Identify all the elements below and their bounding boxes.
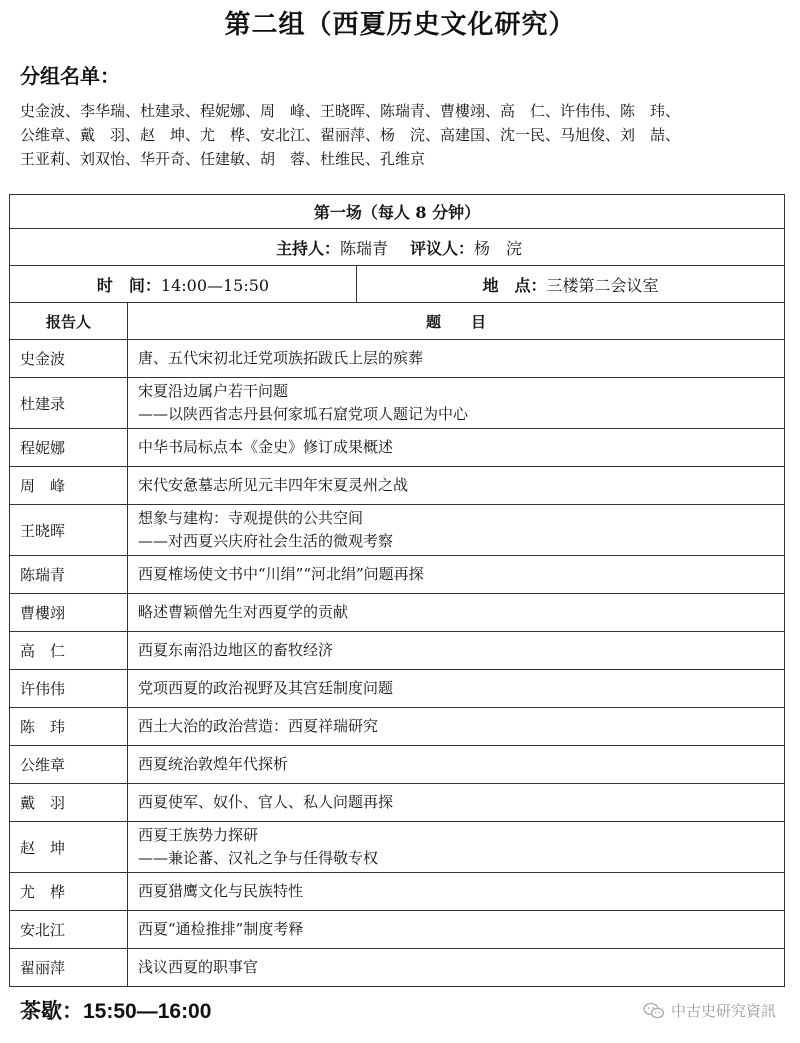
topic-line: 西夏王族势力探研 <box>138 826 259 844</box>
column-header-topic: 题 目 <box>128 303 785 340</box>
topic-line: 浅议西夏的职事官 <box>138 958 259 976</box>
table-row <box>10 822 785 873</box>
topic-line: 西夏统治敦煌年代探析 <box>138 755 289 773</box>
topic-line: 西土大治的政治营造：西夏祥瑞研究 <box>138 717 379 735</box>
session-title: 第一场（每人 8 分钟） <box>10 195 785 229</box>
topic-line: 党项西夏的政治视野及其宫廷制度问题 <box>138 679 394 697</box>
topic-line: 西夏榷场使文书中“川绢”“河北绢”问题再探 <box>138 565 424 583</box>
column-header-speaker: 报告人 <box>10 303 128 340</box>
roster-line: 公维章、戴 羽、赵 坤、尤 桦、安北江、翟丽萍、杨 浣、高建国、沈一民、马旭俊、刘 喆、 <box>20 126 681 144</box>
speaker-cell: 杜建录 <box>10 378 128 429</box>
topic-cell <box>128 556 785 594</box>
topic-line: 略述曹颖僧先生对西夏学的贡献 <box>138 603 349 621</box>
topic-cell <box>128 784 785 822</box>
topic-cell <box>128 594 785 632</box>
table-row <box>10 340 785 378</box>
table-row <box>10 378 785 429</box>
topic-line: ——兼论蕃、汉礼之争与任得敬专权 <box>138 849 379 867</box>
topic-line: 想象与建构：寺观提供的公共空间 <box>138 509 364 527</box>
speaker-cell: 赵 坤 <box>10 822 128 873</box>
schedule-table <box>9 194 785 987</box>
watermark-text: 中古史研究資訊 <box>670 1002 776 1020</box>
time-label: 时 间： <box>96 275 161 295</box>
place-cell <box>357 266 785 303</box>
table-row <box>10 873 785 911</box>
topic-line: 西夏“通检推排”制度考释 <box>138 920 304 938</box>
topic-cell <box>128 949 785 987</box>
tea-break: 茶歇：15:50—16:00 <box>20 1000 212 1023</box>
wechat-icon <box>643 1002 665 1020</box>
topic-cell <box>128 429 785 467</box>
commentator-label: 评议人： <box>410 238 475 258</box>
topic-cell <box>128 340 785 378</box>
speaker-cell: 陈瑞青 <box>10 556 128 594</box>
speaker-cell: 王晓晖 <box>10 505 128 556</box>
place-value: 三楼第二会议室 <box>546 275 659 295</box>
topic-cell <box>128 708 785 746</box>
topic-line: ——以陕西省志丹县何家坬石窟党项人题记为中心 <box>138 405 469 423</box>
table-row <box>10 467 785 505</box>
topic-line: 唐、五代宋初北迁党项族拓跋氏上层的殡葬 <box>138 349 424 367</box>
host-name: 陈瑞青 <box>339 238 388 258</box>
table-row <box>10 429 785 467</box>
table-row <box>10 746 785 784</box>
table-row <box>10 670 785 708</box>
topic-cell <box>128 632 785 670</box>
topic-line: 中华书局标点本《金史》修订成果概述 <box>138 438 394 456</box>
table-row <box>10 708 785 746</box>
speaker-cell: 安北江 <box>10 911 128 949</box>
topic-cell <box>128 822 785 873</box>
roster-line: 史金波、李华瑞、杜建录、程妮娜、周 峰、王晓晖、陈瑞青、曹樓翊、高 仁、许伟伟、陈 玮、 <box>20 102 681 120</box>
host-label: 主持人： <box>275 238 340 258</box>
topic-line: 宋代安惫墓志所见元丰四年宋夏灵州之战 <box>138 476 409 494</box>
speaker-cell: 戴 羽 <box>10 784 128 822</box>
topic-cell <box>128 505 785 556</box>
speaker-cell: 许伟伟 <box>10 670 128 708</box>
table-row <box>10 632 785 670</box>
speaker-cell: 程妮娜 <box>10 429 128 467</box>
topic-cell <box>128 670 785 708</box>
topic-cell <box>128 873 785 911</box>
commentator-name: 杨 浣 <box>474 238 523 258</box>
topic-line: 宋夏沿边属户若干问题 <box>138 382 289 400</box>
table-row <box>10 911 785 949</box>
host-row <box>10 229 785 266</box>
topic-line: 西夏猎鹰文化与民族特性 <box>138 882 304 900</box>
speaker-cell: 史金波 <box>10 340 128 378</box>
topic-cell <box>128 911 785 949</box>
speaker-cell: 翟丽萍 <box>10 949 128 987</box>
roster-heading: 分组名单： <box>20 64 120 88</box>
table-row <box>10 784 785 822</box>
speaker-cell: 周 峰 <box>10 467 128 505</box>
table-row <box>10 505 785 556</box>
topic-line: 西夏使军、奴仆、官人、私人问题再探 <box>138 793 394 811</box>
roster-list <box>20 99 785 171</box>
speaker-cell: 陈 玮 <box>10 708 128 746</box>
table-row <box>10 556 785 594</box>
time-cell <box>10 266 357 303</box>
page-title: 第二组（西夏历史文化研究） <box>224 10 576 40</box>
topic-line: 西夏东南沿边地区的畜牧经济 <box>138 641 334 659</box>
table-row <box>10 594 785 632</box>
topic-cell <box>128 378 785 429</box>
speaker-cell: 公维章 <box>10 746 128 784</box>
speaker-cell: 尤 桦 <box>10 873 128 911</box>
speaker-cell: 曹樓翊 <box>10 594 128 632</box>
topic-line: ——对西夏兴庆府社会生活的微观考察 <box>138 532 394 550</box>
topic-cell <box>128 467 785 505</box>
place-label: 地 点： <box>482 275 547 295</box>
speaker-cell: 高 仁 <box>10 632 128 670</box>
roster-line: 王亚莉、刘双怡、华开奇、任建敏、胡 蓉、杜维民、孔维京 <box>20 150 426 168</box>
time-value: 14:00—15:50 <box>160 275 270 295</box>
table-row <box>10 949 785 987</box>
watermark <box>643 1000 776 1021</box>
topic-cell <box>128 746 785 784</box>
